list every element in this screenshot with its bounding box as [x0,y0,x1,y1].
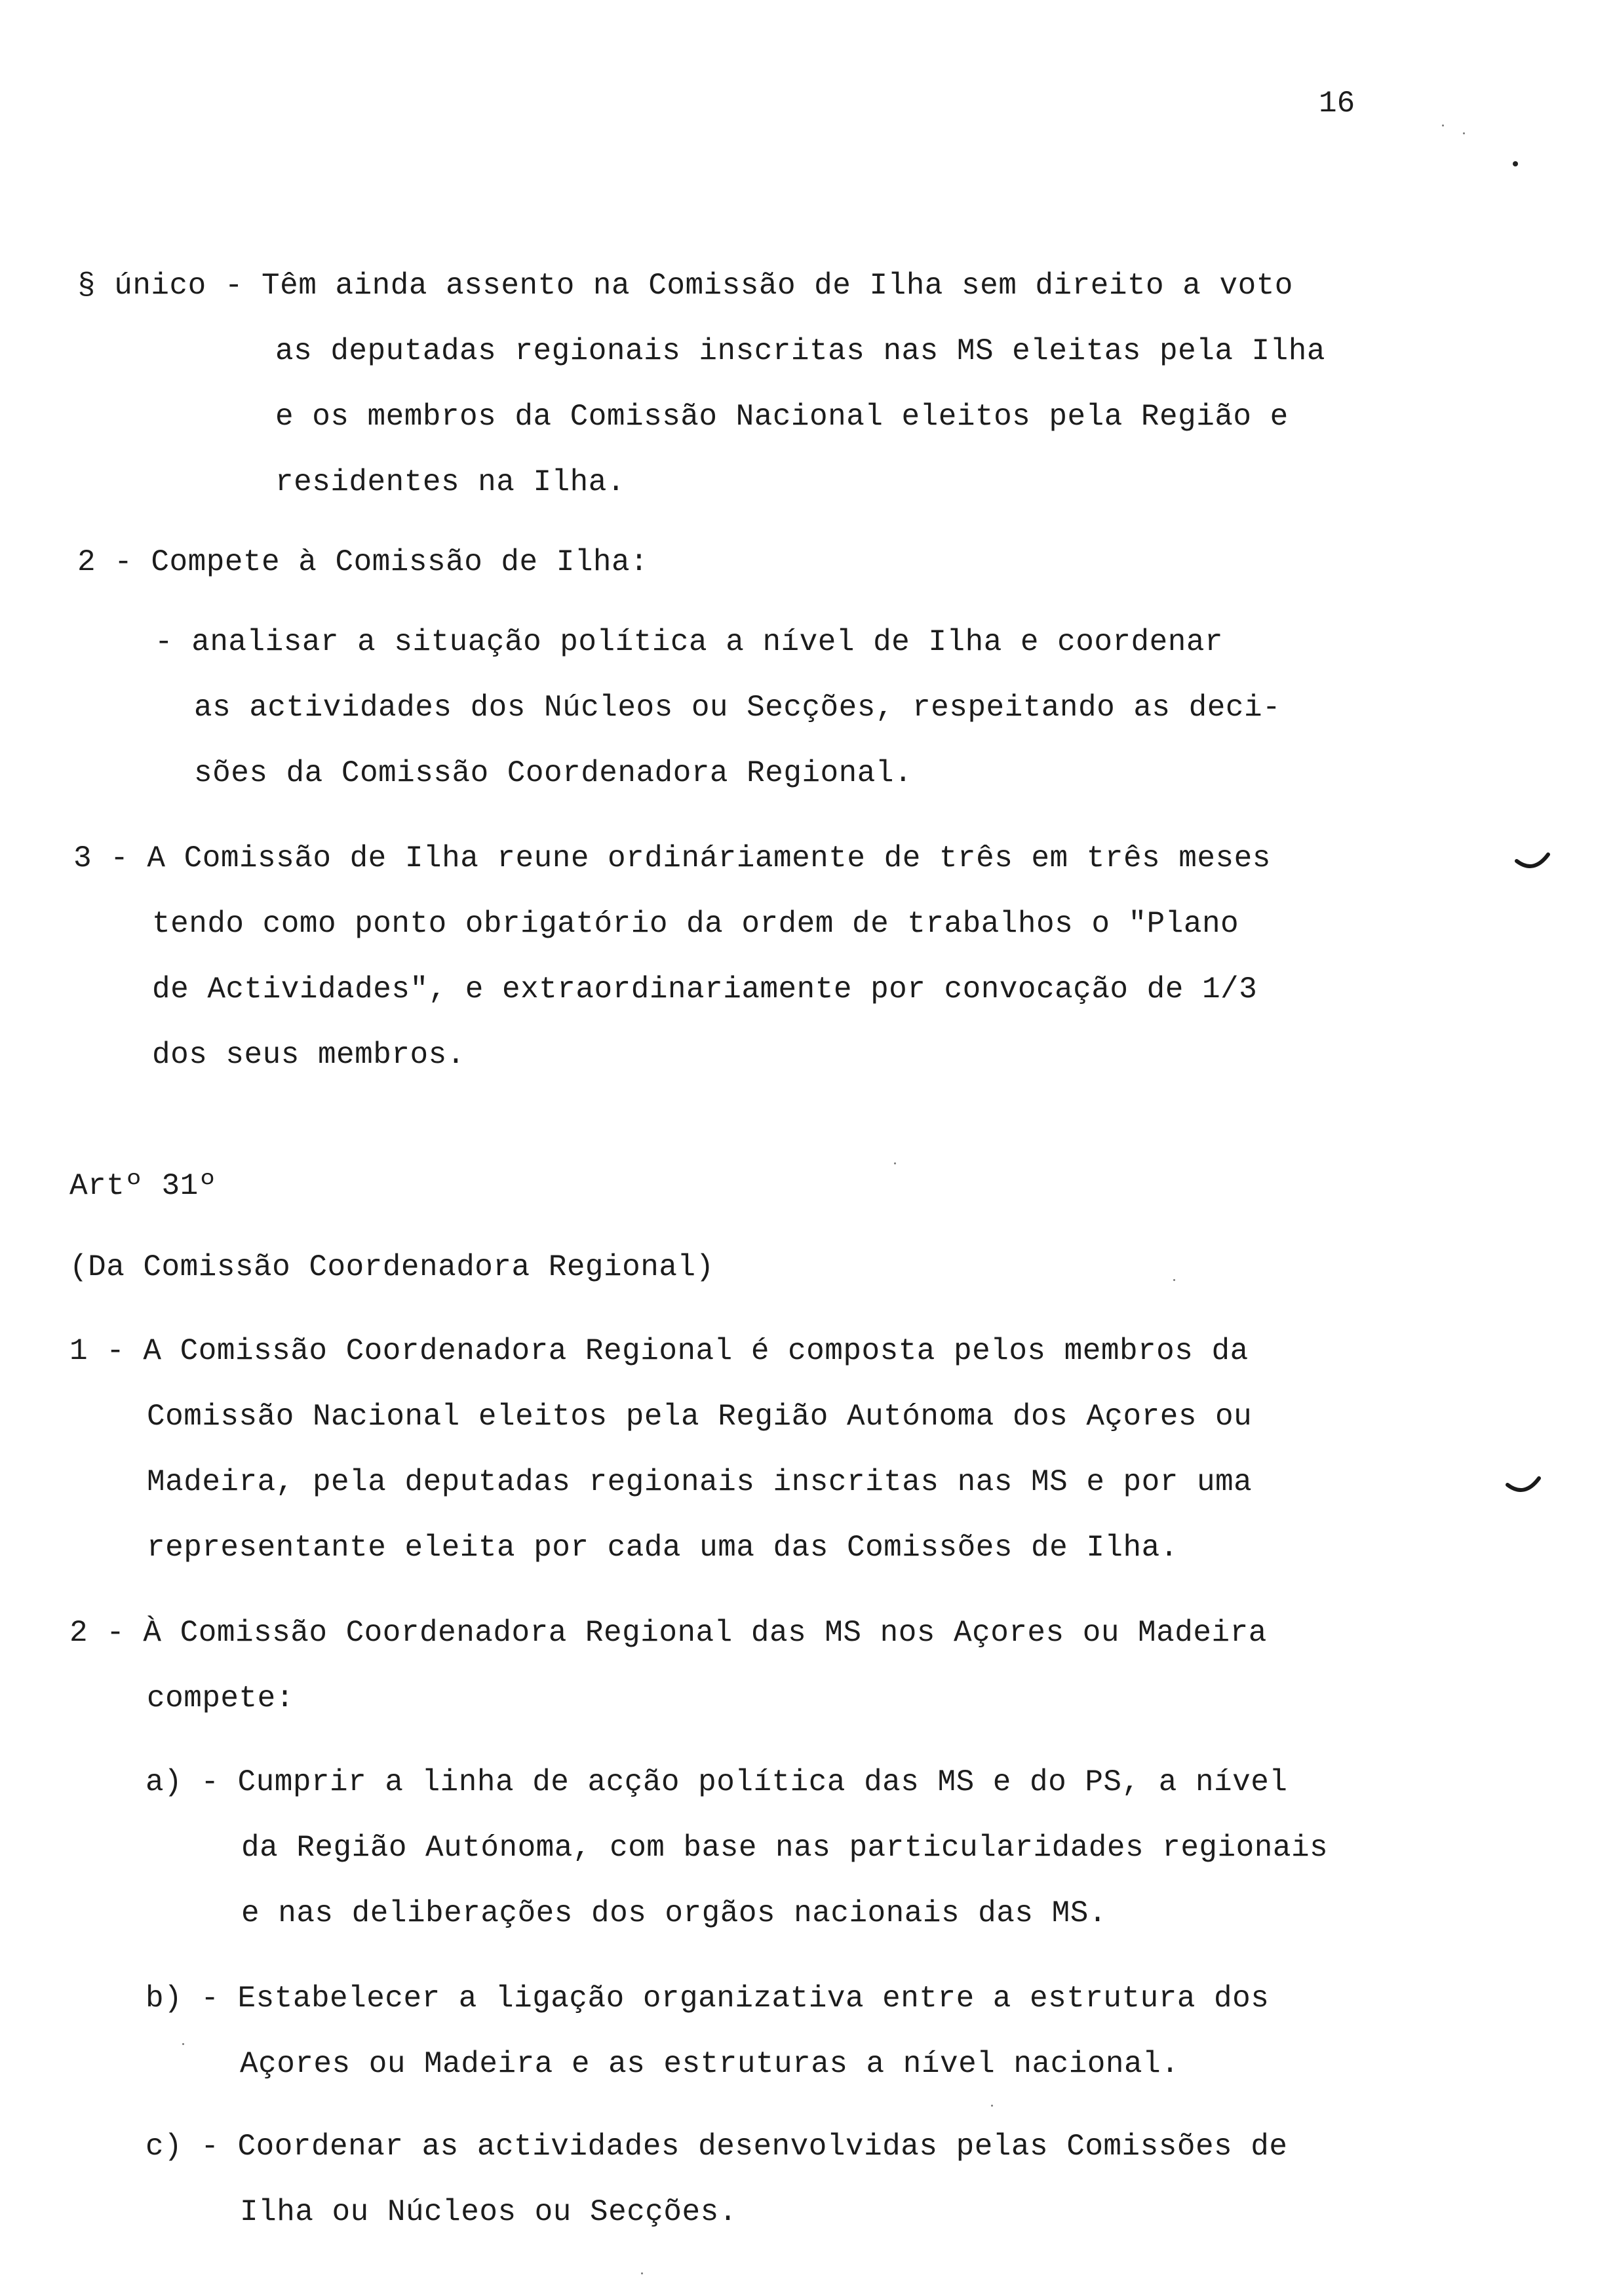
unico-line-3: e os membros da Comissão Nacional eleitos pela Região e [275,400,1289,434]
scan-speck [894,1162,896,1164]
unico-line-1: § único - Têm ainda assento na Comissão de Ilha sem direito a voto [77,269,1293,303]
unico-line-2: as deputadas regionais inscritas nas MS eleitas pela Ilha [275,334,1325,368]
art-item2a-line-1: a) - Cumprir a linha de acção política das MS e do PS, a nível [146,1765,1288,1799]
ilha-item2-line-1: 2 - Compete à Comissão de Ilha: [77,545,649,579]
article-heading: Artº 31º [69,1169,217,1203]
ilha-item3-line-4: dos seus membros. [152,1038,465,1072]
ilha-item2-line-3: as actividades dos Núcleos ou Secções, respeitando as deci- [194,691,1281,725]
page-number: 16 [1319,86,1355,121]
ilha-item3-line-3: de Actividades", e extraordinariamente por convocação de 1/3 [152,972,1258,1006]
ilha-item3-line-2: tendo como ponto obrigatório da ordem de trabalhos o "Plano [152,907,1239,941]
article-subheading: (Da Comissão Coordenadora Regional) [69,1250,714,1284]
ilha-item3-line-1: 3 - A Comissão de Ilha reune ordináriamente de três em três meses [73,841,1271,875]
art-item2a-line-2: da Região Autónoma, com base nas particularidades regionais [241,1831,1329,1865]
art-item2c-line-1: c) - Coordenar as actividades desenvolvidas pelas Comissões de [146,2130,1288,2164]
art-item2b-line-2: Açores ou Madeira e as estruturas a nível nacional. [240,2047,1180,2081]
art-item2-line-1: 2 - À Comissão Coordenadora Regional das MS nos Açores ou Madeira [69,1616,1267,1650]
scan-speck [1442,124,1444,126]
art-item2a-line-3: e nas deliberações dos orgãos nacionais das MS. [241,1896,1107,1930]
art-item1-line-4: representante eleita por cada uma das Comissões de Ilha. [147,1531,1178,1565]
scan-speck [991,2105,993,2107]
scan-speck [641,2272,643,2274]
art-item1-line-3: Madeira, pela deputadas regionais inscritas nas MS e por uma [147,1465,1253,1499]
unico-line-4: residentes na Ilha. [275,465,625,499]
art-item2b-line-1: b) - Estabelecer a ligação organizativa entre a estrutura dos [146,1981,1270,2016]
ilha-item2-line-4: sões da Comissão Coordenadora Regional. [194,756,913,790]
scan-speck [1173,1279,1175,1281]
ilha-item2-line-2: - analisar a situação política a nível de Ilha e coordenar [155,625,1224,659]
punch-curve-mark [1505,1476,1544,1495]
art-item1-line-1: 1 - A Comissão Coordenadora Regional é composta pelos membros da [69,1334,1249,1368]
art-item2-line-2: compete: [147,1681,294,1715]
scan-speck [1463,132,1465,134]
art-item1-line-2: Comissão Nacional eleitos pela Região Autónoma dos Açores ou [147,1400,1253,1434]
punch-curve-mark [1514,852,1553,871]
scan-dot [1513,161,1518,166]
art-item2c-line-2: Ilha ou Núcleos ou Secções. [240,2195,737,2229]
scan-speck [182,2043,184,2045]
